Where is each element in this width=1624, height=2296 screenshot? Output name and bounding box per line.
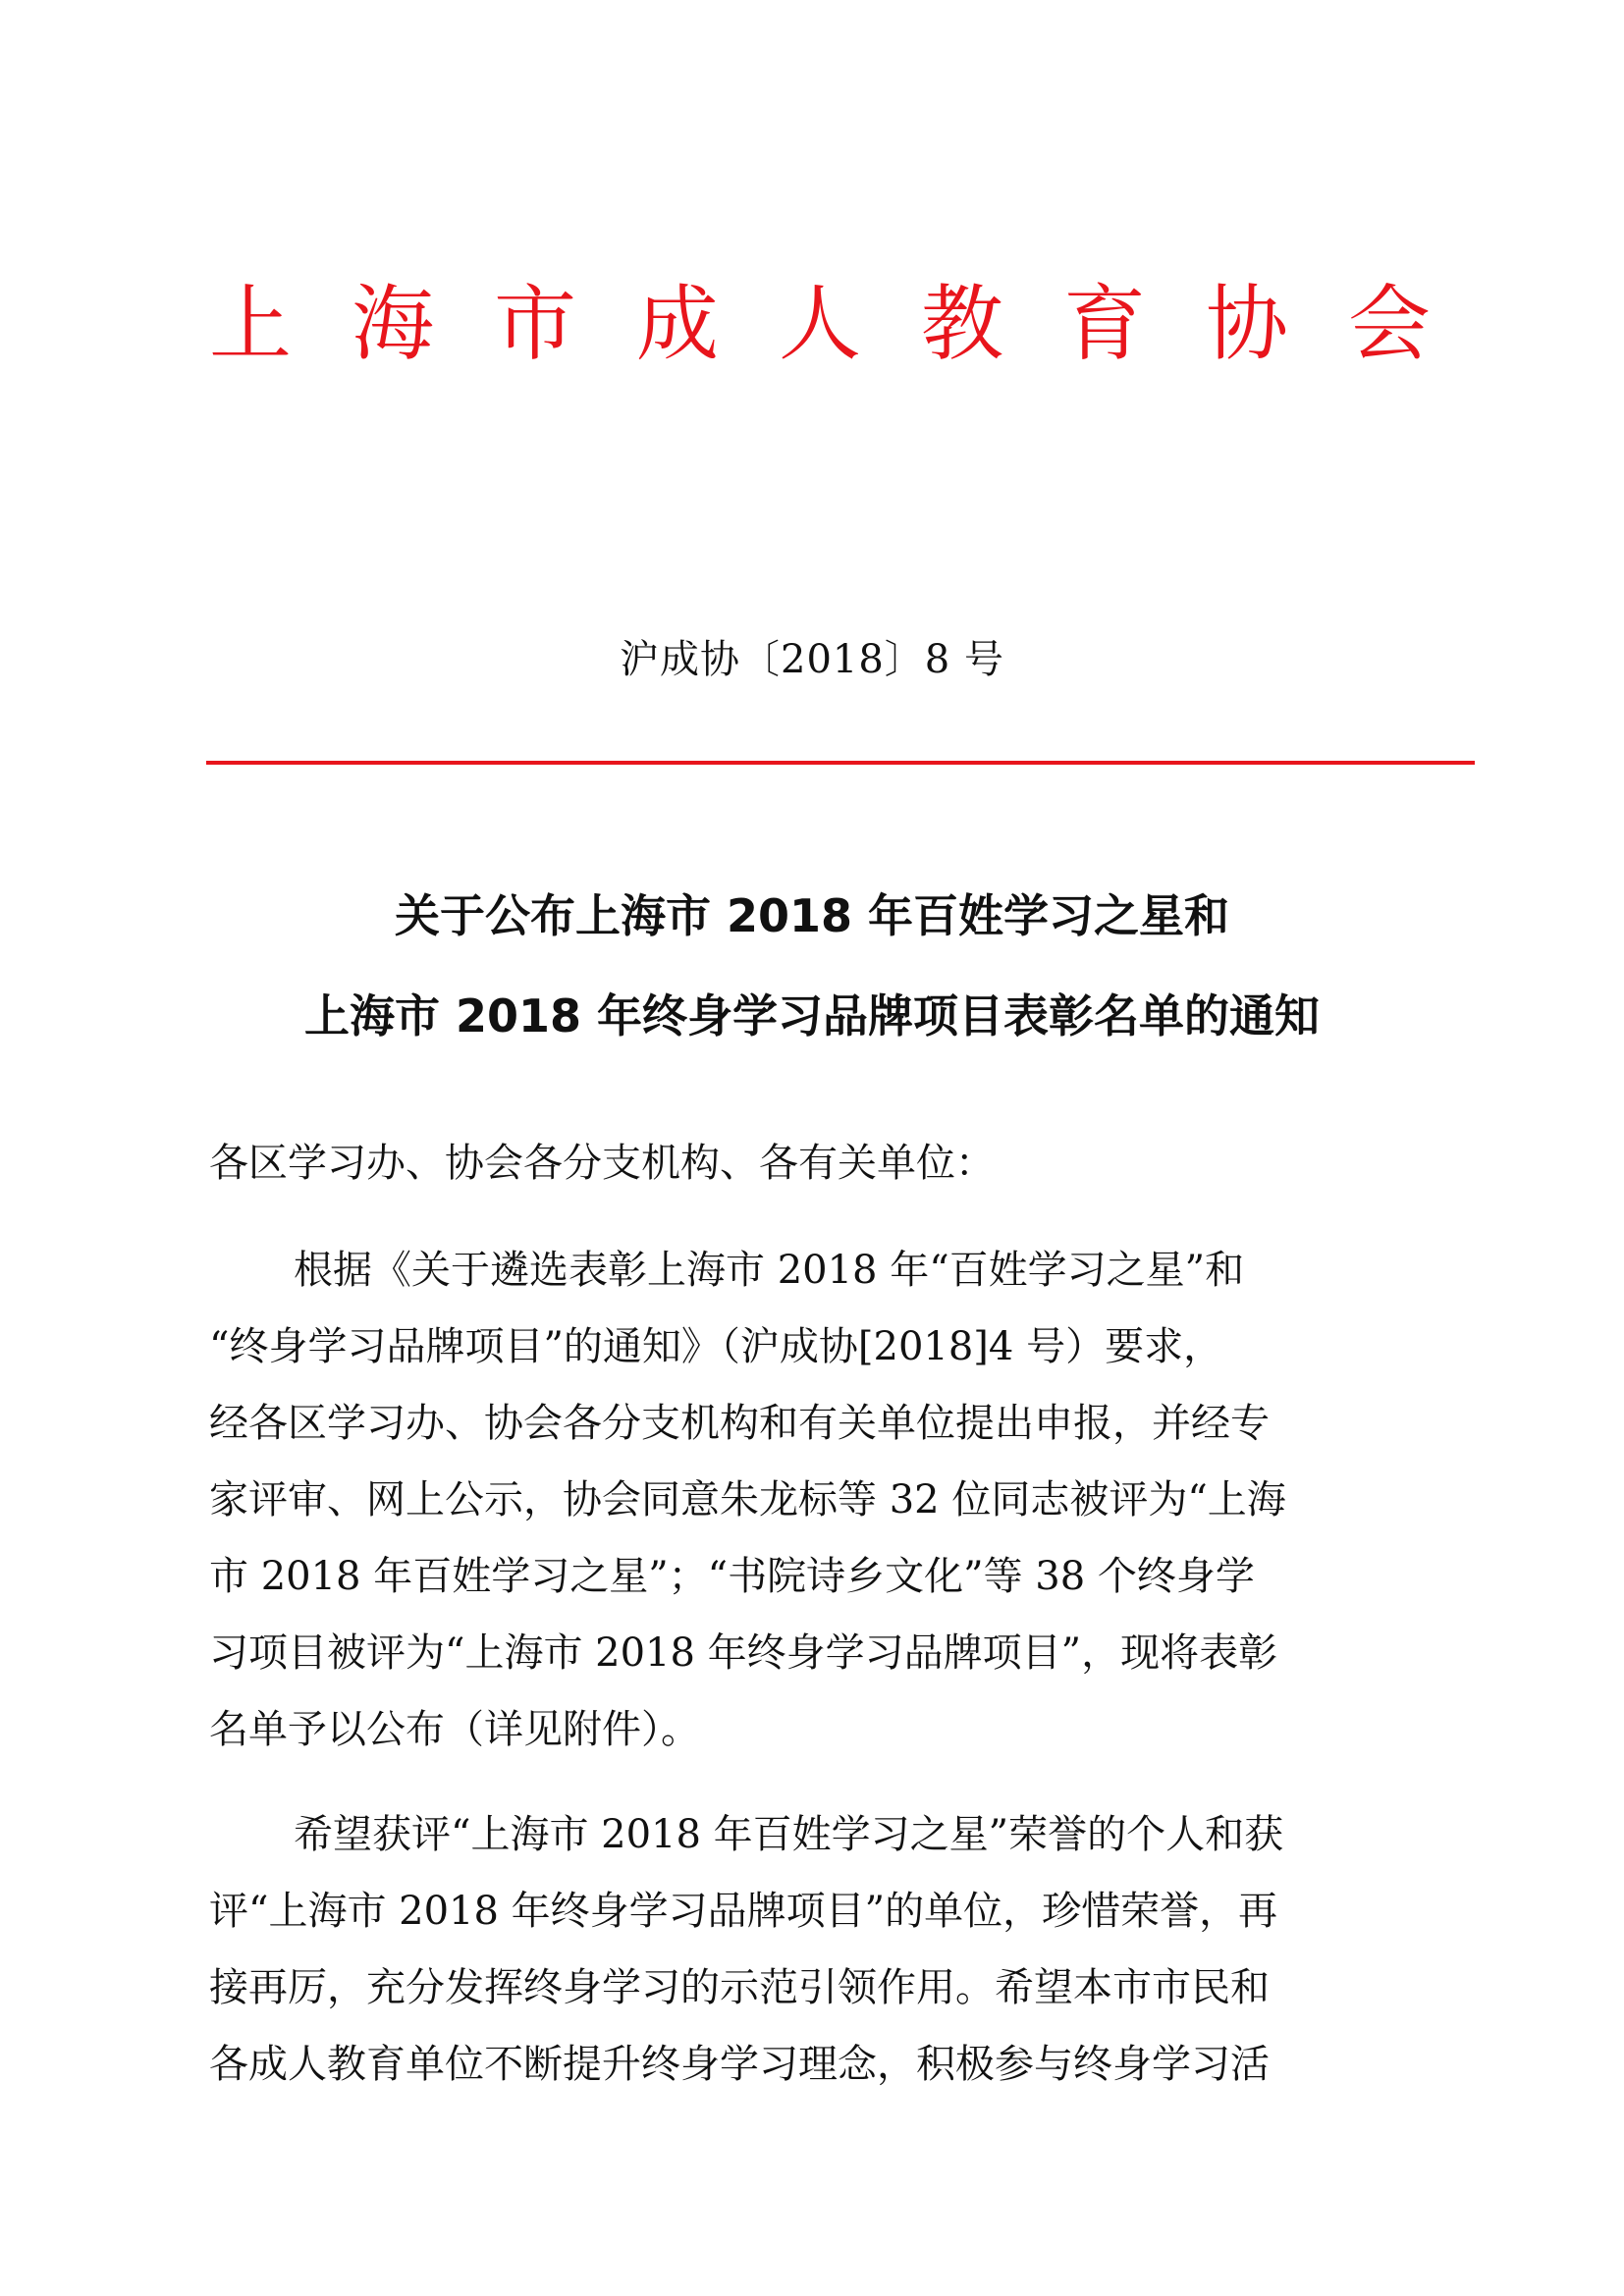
document-title-line-2: 上海市 2018 年终身学习品牌项目表彰名单的通知 — [303, 989, 1321, 1042]
salutation: 各区学习办、协会各分支机构、各有关单位： — [209, 1141, 995, 1186]
paragraph-line: 各成人教育单位不断提升终身学习理念，积极参与终身学习活 — [209, 2042, 1270, 2087]
paragraph-line: 接再厉，充分发挥终身学习的示范引领作用。希望本市市民和 — [209, 1965, 1270, 2010]
organization-masthead — [206, 265, 1434, 383]
document-number: 沪成协〔2018〕8 号 — [620, 637, 1004, 682]
paragraph-line: 根据《关于遴选表彰上海市 2018 年“百姓学习之星”和 — [294, 1248, 1245, 1293]
masthead-char: 海 — [351, 276, 434, 372]
document-title-line-1: 关于公布上海市 2018 年百姓学习之星和 — [394, 889, 1230, 942]
paragraph-line: “终身学习品牌项目”的通知》（沪成协[2018]4 号）要求， — [209, 1324, 1223, 1369]
masthead-char: 会 — [1347, 276, 1431, 372]
masthead-char: 上 — [208, 276, 292, 372]
body-paragraph-2 — [209, 1796, 1427, 2103]
masthead-char: 教 — [920, 276, 1003, 372]
body-paragraph-1 — [209, 1232, 1427, 1768]
masthead-char: 市 — [493, 276, 576, 372]
paragraph-line: 经各区学习办、协会各分支机构和有关单位提出申报，并经专 — [209, 1401, 1270, 1446]
paragraph-line: 市 2018 年百姓学习之星”；“书院诗乡文化”等 38 个终身学 — [209, 1554, 1255, 1599]
paragraph-line: 希望获评“上海市 2018 年百姓学习之星”荣誉的个人和获 — [294, 1812, 1284, 1857]
masthead-char: 协 — [1205, 276, 1288, 372]
paragraph-line: 家评审、网上公示，协会同意朱龙标等 32 位同志被评为“上海 — [209, 1477, 1286, 1522]
paragraph-line: 名单予以公布（详见附件）。 — [209, 1707, 700, 1752]
red-divider-line — [206, 761, 1475, 765]
paragraph-line: 习项目被评为“上海市 2018 年终身学习品牌项目”，现将表彰 — [209, 1630, 1278, 1676]
masthead-char: 人 — [778, 276, 861, 372]
masthead-char: 成 — [635, 276, 719, 372]
paragraph-line: 评“上海市 2018 年终身学习品牌项目”的单位，珍惜荣誉，再 — [209, 1889, 1278, 1934]
masthead-char: 育 — [1062, 276, 1146, 372]
